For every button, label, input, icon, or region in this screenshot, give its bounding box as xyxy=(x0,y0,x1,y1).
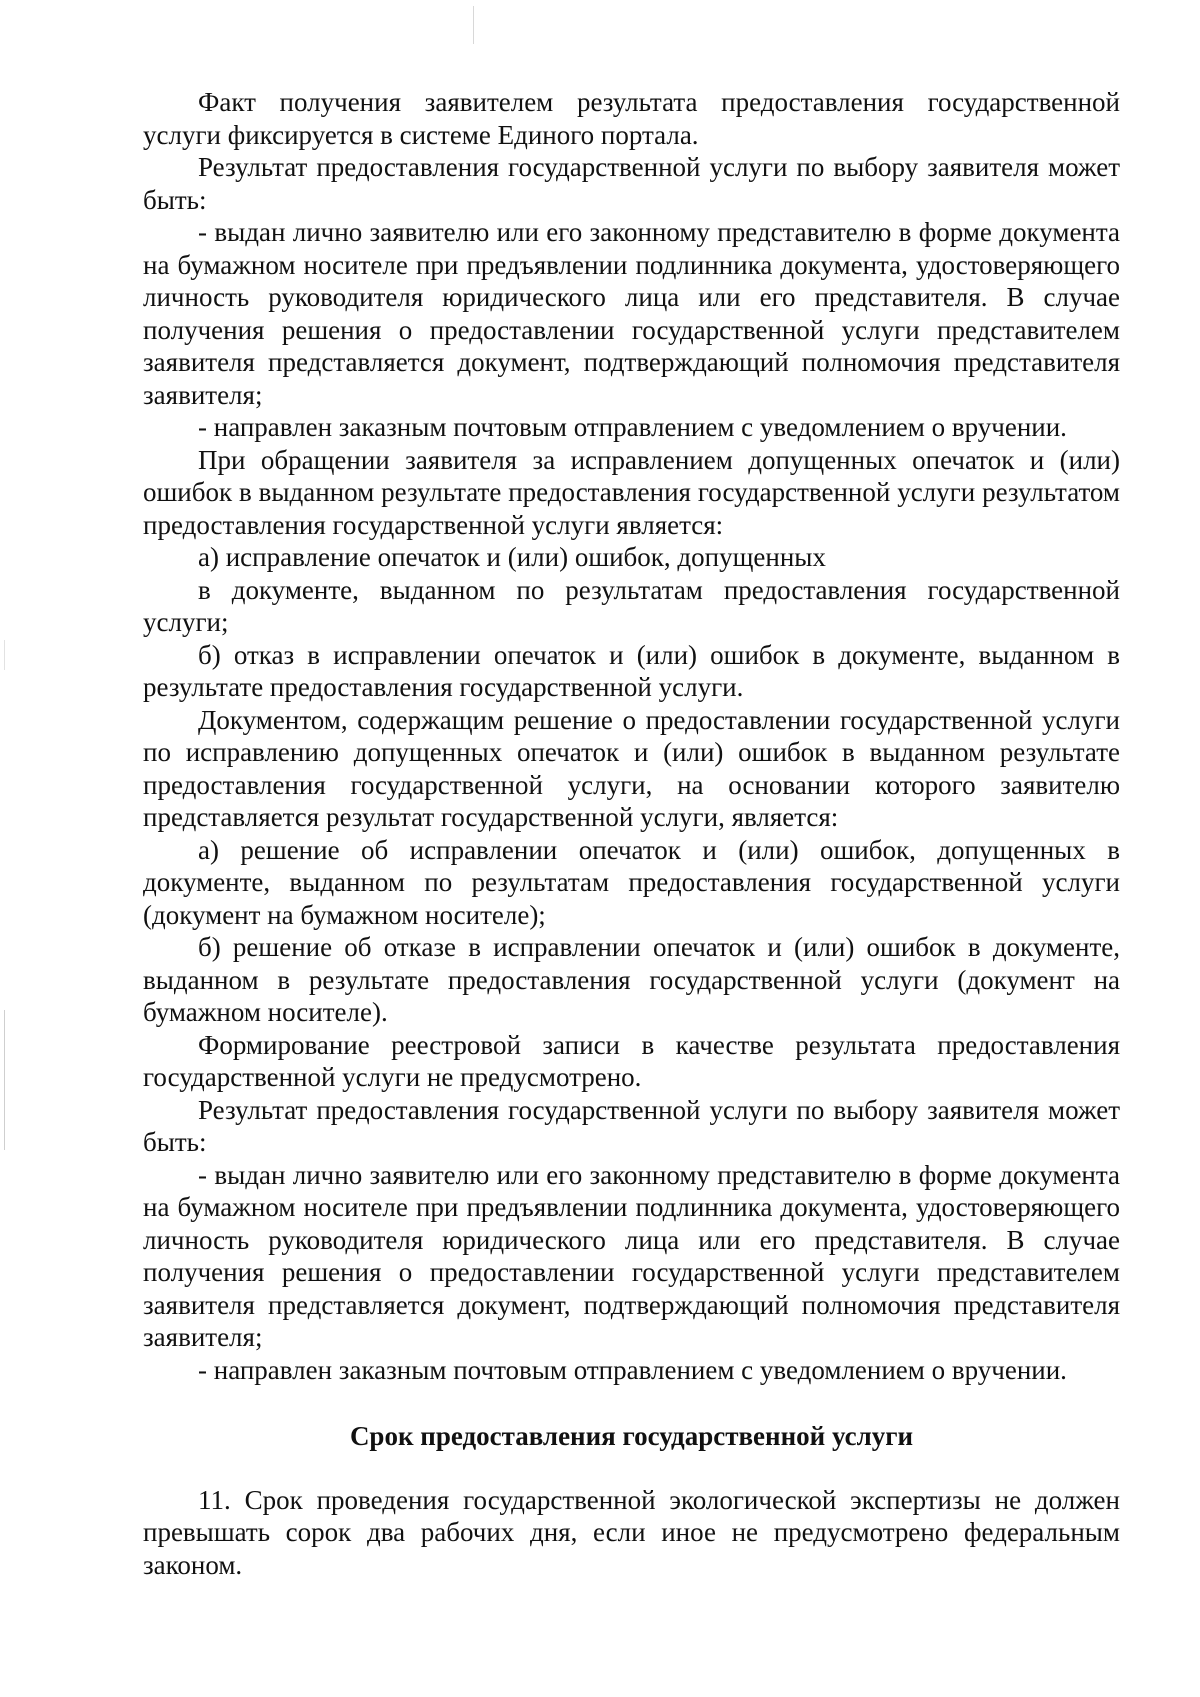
paragraph: б) решение об отказе в исправлении опечаток и (или) ошибок в документе, выданном в результате предоставления государственной услуги (документ на бумажном носителе). xyxy=(143,932,1120,1027)
paragraph: Документом, содержащим решение о предоставлении государственной услуги по исправлению допущенных опечаток и (или) ошибок в выданном результате предоставления государственной услуги, на основании которого заявителю представляется результат государственной услуги, является: xyxy=(143,704,1120,832)
paragraph: б) отказ в исправлении опечаток и (или) ошибок в документе, выданном в результате предоставления государственной услуги. xyxy=(143,639,1120,702)
paragraph: - выдан лично заявителю или его законному представителю в форме документа на бумажном носителе при предъявлении подлинника документа, удостоверяющего личность руководителя юридического лица или его представителя. В случае получения решения о предоставлении государственной услуги представителем заявителя представляется документ, подтверждающий полномочия представителя заявителя; xyxy=(143,217,1120,410)
document-body xyxy=(143,86,1120,1581)
paragraph: - направлен заказным почтовым отправлением с уведомлением о вручении. xyxy=(198,1354,1067,1385)
paragraph: а) решение об исправлении опечаток и (или) ошибок, допущенных в документе, выданном по результатам предоставления государственной услуги (документ на бумажном носителе); xyxy=(143,834,1120,930)
paragraph: - направлен заказным почтовым отправлением с уведомлением о вручении. xyxy=(198,412,1067,442)
paragraph: - выдан лично заявителю или его законному представителю в форме документа на бумажном носителе при предъявлении подлинника документа, удостоверяющего личность руководителя юридического лица или его представителя. В случае получения решения о предоставлении государственной услуги представителем заявителя представляется документ, подтверждающий полномочия представителя заявителя; xyxy=(143,1159,1120,1352)
section-heading: Срок предоставления государственной услуги xyxy=(349,1421,914,1451)
paragraph: Формирование реестровой записи в качестве результата предоставления государственной услуги не предусмотрено. xyxy=(143,1029,1120,1092)
paragraph: Результат предоставления государственной услуги по выбору заявителя может быть: xyxy=(143,1094,1120,1157)
paragraph: Факт получения заявителем результата предоставления государственной услуги фиксируется в системе Единого портала. xyxy=(143,87,1120,150)
paragraph: в документе, выданном по результатам предоставления государственной услуги; xyxy=(143,574,1120,637)
paragraph: Результат предоставления государственной услуги по выбору заявителя может быть: xyxy=(143,152,1120,215)
scan-edge-mark xyxy=(4,1010,5,1150)
paragraph: а) исправление опечаток и (или) ошибок, допущенных xyxy=(198,542,826,572)
paragraph: При обращении заявителя за исправлением допущенных опечаток и (или) ошибок в выданном результате предоставления государственной услуги результатом предоставления государственной услуги является: xyxy=(143,444,1120,540)
scan-edge-mark xyxy=(4,640,5,670)
paragraph: 11. Срок проведения государственной экологической экспертизы не должен превышать сорок два рабочих дня, если иное не предусмотрено федеральным законом. xyxy=(143,1484,1120,1580)
paper-crease-mark xyxy=(473,6,474,44)
